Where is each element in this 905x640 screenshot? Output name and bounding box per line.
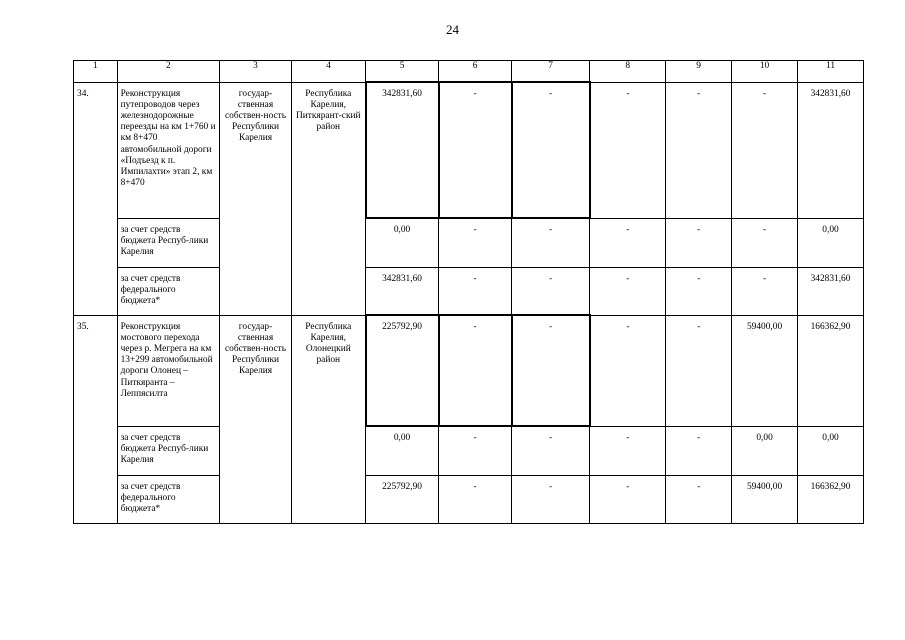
value-cell: - bbox=[439, 315, 512, 426]
table-row bbox=[74, 426, 864, 475]
value-cell: 342831,60 bbox=[366, 267, 439, 315]
value-cell: - bbox=[732, 82, 798, 218]
value-cell: - bbox=[590, 315, 666, 426]
table-row bbox=[74, 82, 864, 218]
value-cell: - bbox=[512, 267, 590, 315]
value-cell: 59400,00 bbox=[732, 315, 798, 426]
header-cell: 9 bbox=[666, 61, 732, 83]
value-cell: - bbox=[590, 82, 666, 218]
header-cell: 11 bbox=[798, 61, 864, 83]
value-cell: 0,00 bbox=[366, 218, 439, 267]
value-cell: 342831,60 bbox=[798, 82, 864, 218]
value-cell: 0,00 bbox=[798, 426, 864, 475]
funding-source: за счет средств бюджета Респуб-лики Карелия bbox=[117, 218, 219, 267]
location-cell: Республика Карелия, Олонецкий район bbox=[292, 315, 366, 523]
value-cell: 166362,90 bbox=[798, 315, 864, 426]
value-cell: 166362,90 bbox=[798, 475, 864, 523]
value-cell: 0,00 bbox=[732, 426, 798, 475]
header-cell: 10 bbox=[732, 61, 798, 83]
table-row bbox=[74, 267, 864, 315]
value-cell: - bbox=[666, 82, 732, 218]
value-cell: - bbox=[439, 218, 512, 267]
table-row bbox=[74, 218, 864, 267]
value-cell: - bbox=[666, 267, 732, 315]
data-table bbox=[73, 60, 864, 524]
funding-source: за счет средств бюджета Респуб-лики Карелия bbox=[117, 426, 219, 475]
value-cell: 0,00 bbox=[798, 218, 864, 267]
value-cell: - bbox=[590, 426, 666, 475]
header-cell: 7 bbox=[512, 61, 590, 83]
value-cell: - bbox=[666, 475, 732, 523]
value-cell: 225792,90 bbox=[366, 475, 439, 523]
value-cell: - bbox=[439, 426, 512, 475]
ownership-cell: государ-ственная собствен-ность Республики Карелия bbox=[220, 82, 292, 315]
page-number: 24 bbox=[446, 22, 459, 37]
header-cell: 6 bbox=[439, 61, 512, 83]
header-cell: 2 bbox=[117, 61, 219, 83]
value-cell: 342831,60 bbox=[366, 82, 439, 218]
value-cell: - bbox=[512, 218, 590, 267]
funding-source: за счет средств федерального бюджета* bbox=[117, 267, 219, 315]
value-cell: 225792,90 bbox=[366, 315, 439, 426]
value-cell: - bbox=[590, 218, 666, 267]
value-cell: 0,00 bbox=[366, 426, 439, 475]
header-cell: 3 bbox=[220, 61, 292, 83]
header-cell: 1 bbox=[74, 61, 118, 83]
row-number: 34. bbox=[74, 82, 118, 315]
value-cell: - bbox=[666, 315, 732, 426]
object-name: Реконструкция мостового перехода через р. Мегрега на км 13+299 автомобильной дороги Олонец – Питкяранта – Леппясилта bbox=[117, 315, 219, 426]
value-cell: - bbox=[512, 475, 590, 523]
value-cell: 342831,60 bbox=[798, 267, 864, 315]
value-cell: - bbox=[666, 426, 732, 475]
header-cell: 5 bbox=[366, 61, 439, 83]
value-cell: - bbox=[512, 315, 590, 426]
value-cell: - bbox=[439, 82, 512, 218]
table-row bbox=[74, 315, 864, 426]
table-row bbox=[74, 475, 864, 523]
value-cell: - bbox=[590, 475, 666, 523]
location-cell: Республика Карелия, Питкярант-ский район bbox=[292, 82, 366, 315]
value-cell: 59400,00 bbox=[732, 475, 798, 523]
header-row bbox=[74, 61, 864, 83]
object-name: Реконструкция путепроводов через железнодорожные переезды на км 1+760 и км 8+470 автомобильной дороги «Подъезд к п. Импилахти» этап 2, км 8+470 bbox=[117, 82, 219, 218]
value-cell: - bbox=[439, 267, 512, 315]
ownership-cell: государ-ственная собствен-ность Республики Карелия bbox=[220, 315, 292, 523]
row-number: 35. bbox=[74, 315, 118, 523]
value-cell: - bbox=[732, 218, 798, 267]
funding-source: за счет средств федерального бюджета* bbox=[117, 475, 219, 523]
value-cell: - bbox=[512, 82, 590, 218]
value-cell: - bbox=[439, 475, 512, 523]
header-cell: 4 bbox=[292, 61, 366, 83]
value-cell: - bbox=[590, 267, 666, 315]
header-cell: 8 bbox=[590, 61, 666, 83]
value-cell: - bbox=[512, 426, 590, 475]
value-cell: - bbox=[732, 267, 798, 315]
value-cell: - bbox=[666, 218, 732, 267]
